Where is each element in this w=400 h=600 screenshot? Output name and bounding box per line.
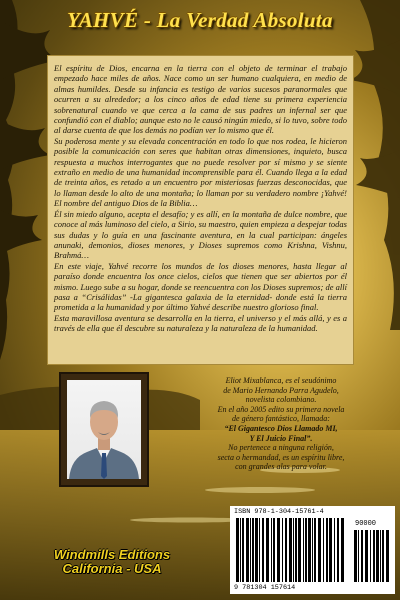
synopsis-paragraph: Esta maravillosa aventura se desarrolla en la tierra, el universo y el más allá, y es a través de ella que él descubre su naturaleza y la naturaleza de la humanidad.: [54, 312, 347, 334]
isbn-barcode: [230, 506, 395, 594]
bio-line: En el año 2005 edito su primera novela: [217, 404, 345, 414]
synopsis-paragraph: En este viaje, Yahvé recorre los mundos de los dioses menores, hasta llegar al paraíso donde encuentra los once cielos, cielos que tienen que ser abiertos por él mismo. Luego sube a su hogar, donde se reencuentra con los Dioses supremos; de allí pasa a “Crisálidas” -La gigantesca galaxia de la eternidad- donde está la tierra prometida a la humanidad y por último Yahvé describe nuestro glorioso final.: [54, 260, 347, 313]
book-title: YAHVÉ - La Verdad Absoluta: [67, 8, 333, 32]
barcode-bars-icon: [236, 518, 346, 582]
synopsis-paragraph: Su poderosa mente y su elevada concentración en todo lo que nos rodea, le hicieron posible la comunicación con seres que habitan otras dimensiones, inquieto, busca respuesta a muchos interrogantes que no puede resolver por sí mismo y se siente extraño en medio de una humanidad incomprensible para él. Cuando llega a la edad de treinta años, es retado a un encuentro por misteriosas fuerzas desconocidas, que lo llaman desde lo alto de una montaña; lo llaman por su verdadero nombre ¡Yahvé! El nombre del antiguo Dios de la Biblia…: [54, 135, 347, 209]
bio-line: de género fantástico, llamada:: [232, 414, 330, 424]
barcode-digits: 9 781304 157614: [234, 584, 296, 592]
author-photo-frame: [59, 372, 149, 487]
synopsis-paragraph: El espíritu de Dios, encarna en la tierra con el objeto de terminar el trabajo empezado hace miles de años. Nace como un ser humano cualquiera, en medio de almas humildes. Desde su infancia es testigo de varios sucesos paranormales que ocurren a su alrededor; a los cinco años de edad tiene su primera experiencia sobrenatural cuando ve que cerca a la cama de sus padres un infernal ser que confundió con el diablo; aunque esto no le causó ningún miedo, si lo tuvo, sobre todo al darse cuenta de que los demás no podían ver lo mismo que él.: [54, 63, 347, 136]
publisher-line: California - USA: [62, 561, 162, 576]
bio-line: “El Gigantesco Dios Llamado MI,: [224, 423, 338, 433]
bio-line: Y El Juicio Final”.: [249, 433, 313, 443]
author-photo: [67, 380, 141, 479]
isbn-text: ISBN 978-1-304-15761-4: [234, 508, 324, 516]
bio-line: de Mario Hernando Parra Agudelo,: [223, 385, 339, 395]
publisher-name: [12, 548, 212, 576]
price-code: 90000: [355, 520, 377, 528]
synopsis-paragraph: Él sin miedo alguno, acepta el desafío; y es allí, en la montaña de dulce nombre, que conoce al más luminoso del cielo, a Sirio, su maestro, quien empieza a despejar todas sus dudas y lo guía en una fascinante aventura, en la cual participan: ángeles anunaki, demonios, dioses menores, y Dioses supremos como Krishna, Vishnu, Brahmá…: [54, 208, 347, 261]
publisher-line: Windmills Editions: [53, 547, 171, 562]
synopsis-box: [47, 55, 354, 365]
price-barcode-bars-icon: [354, 530, 390, 582]
bio-line: secta o hermandad, es un espíritu libre,: [217, 452, 345, 462]
author-bio: [170, 376, 392, 472]
bio-line: Eliot Mixablanca, es el seudónimo: [225, 376, 337, 385]
bio-line: con grandes alas para volar.: [235, 462, 327, 472]
bio-line: novelista colombiano.: [245, 395, 317, 405]
bio-line: No pertenece a ninguna religión,: [228, 443, 334, 453]
